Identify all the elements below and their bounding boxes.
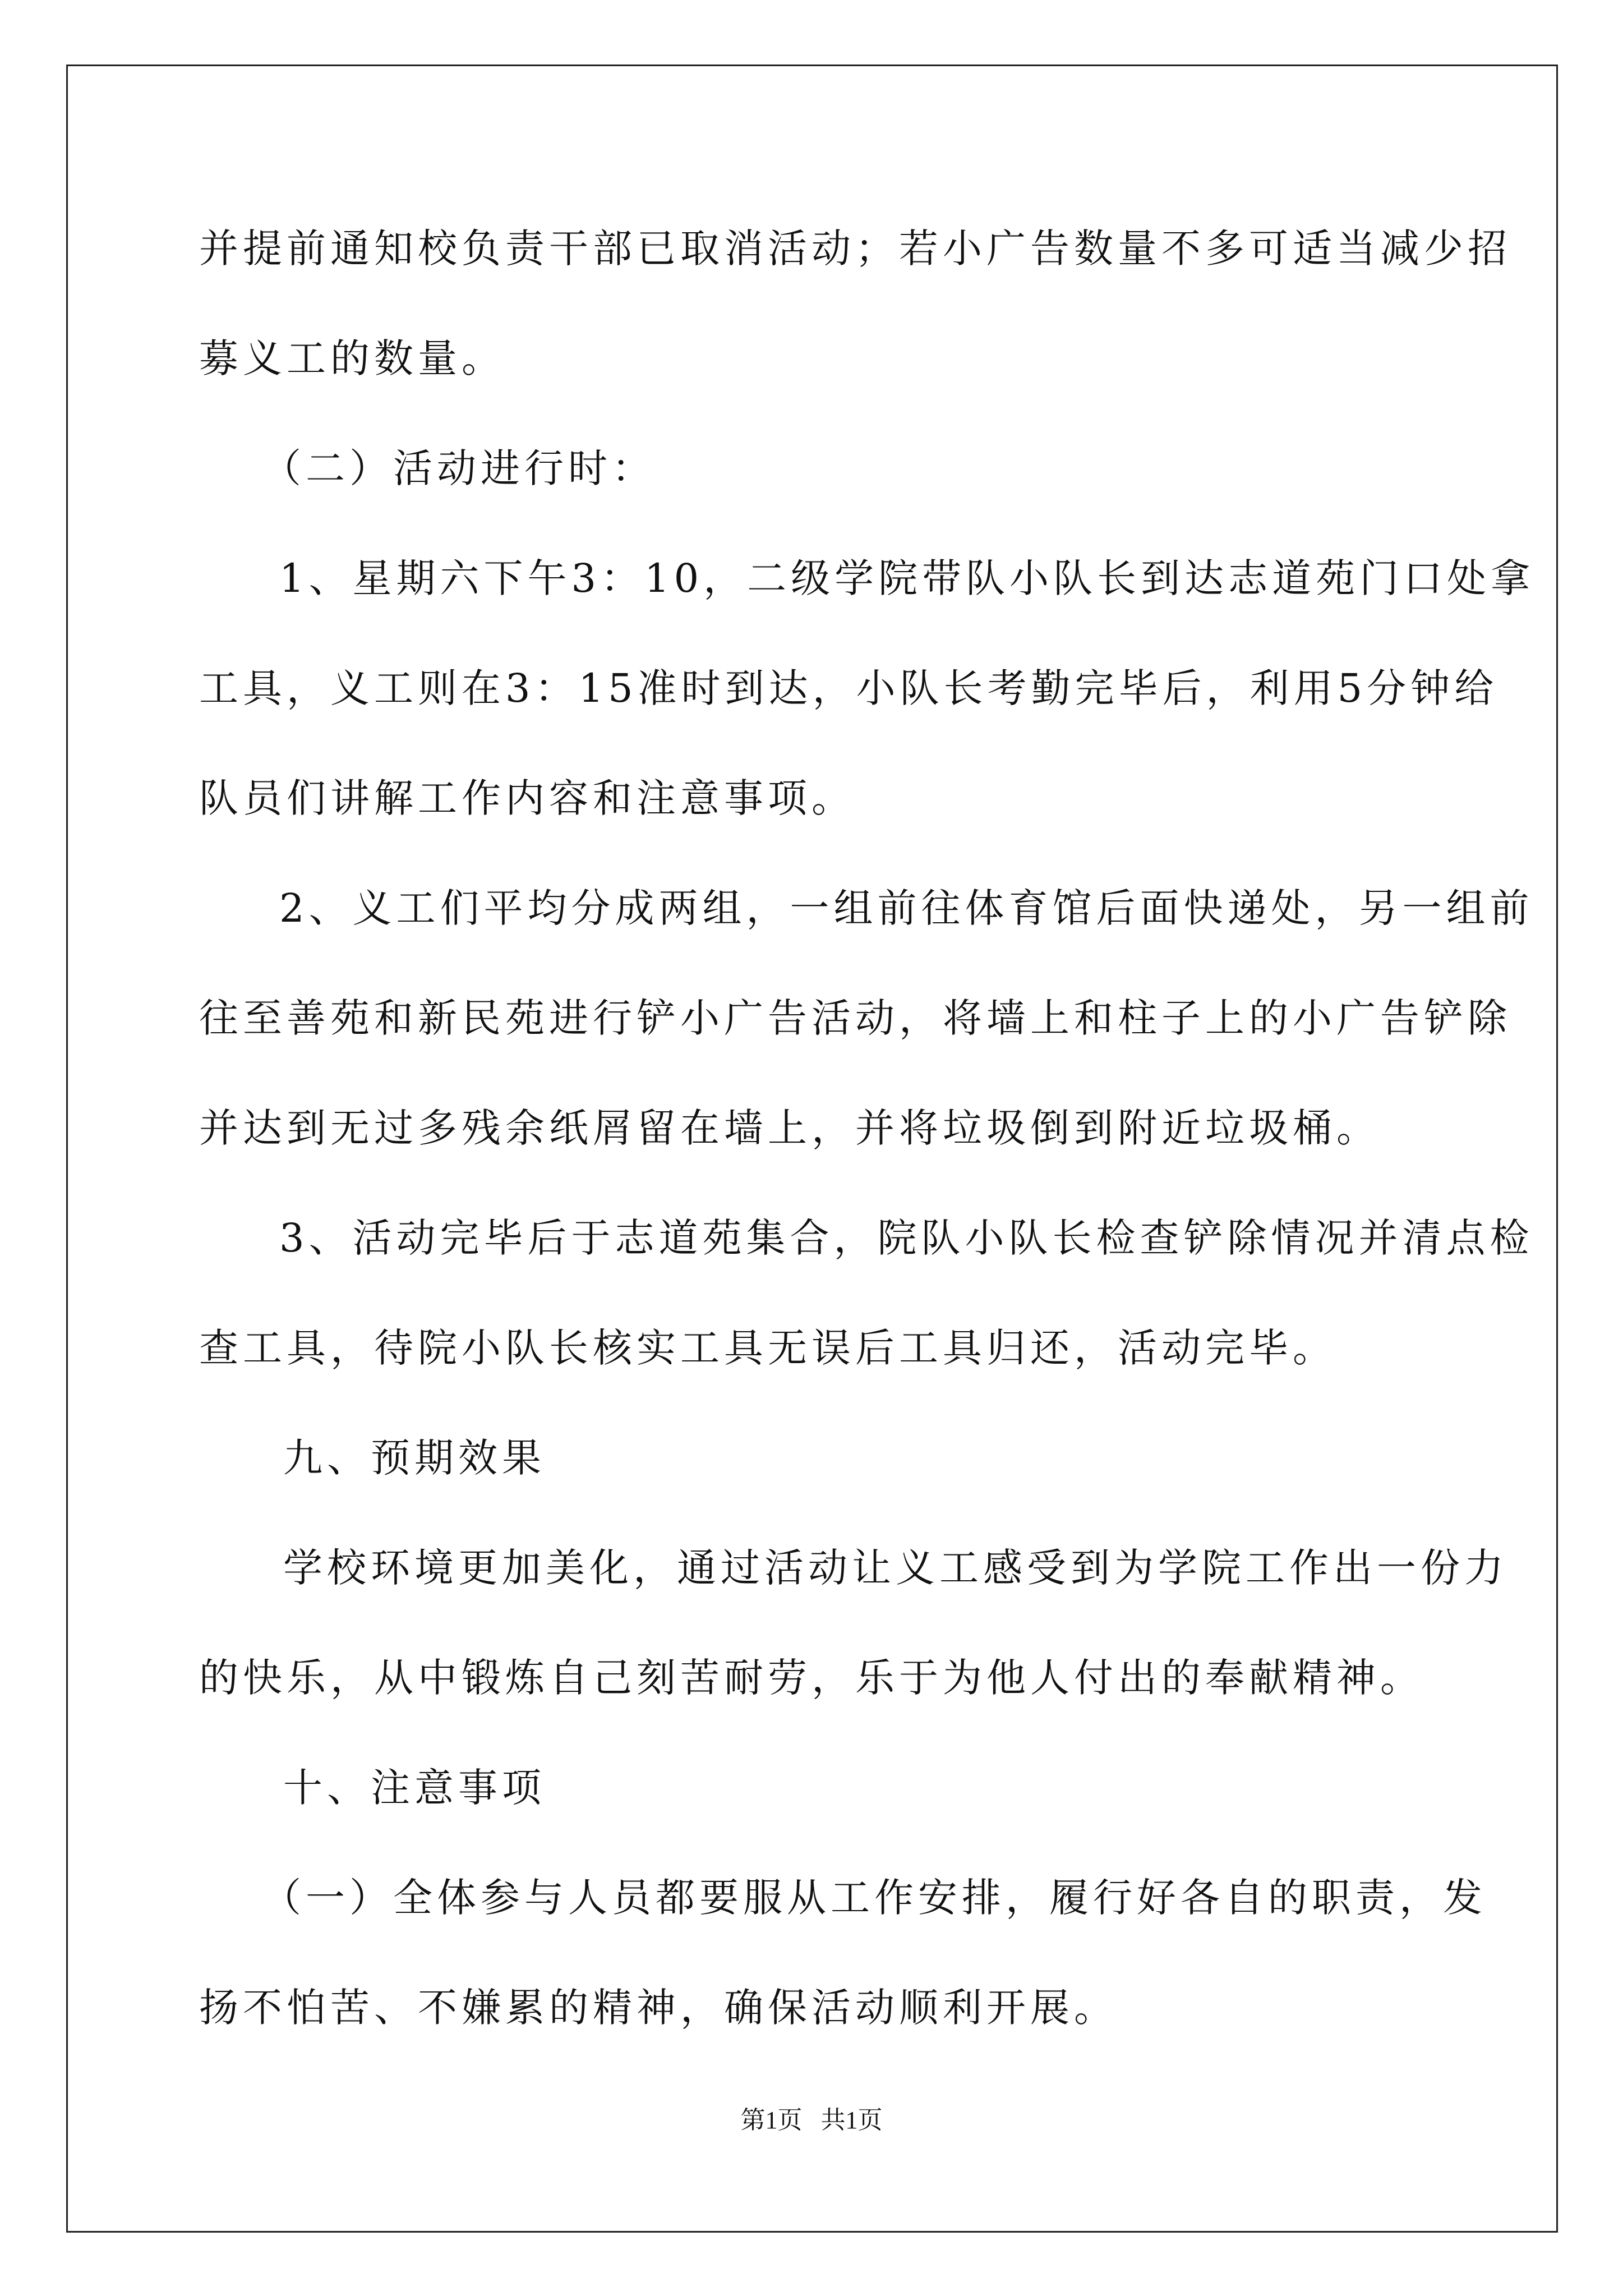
text-line: 扬不怕苦、不嫌累的精神，确保活动顺利开展。 (199, 1985, 1118, 2031)
section-heading: 九、预期效果 (283, 1435, 546, 1481)
text-line: 募义工的数量。 (199, 335, 505, 381)
text-line: 并达到无过多残余纸屑留在墙上，并将垃圾倒到附近垃圾桶。 (199, 1105, 1380, 1151)
text-line: 查工具，待院小队长核实工具无误后工具归还，活动完毕。 (199, 1325, 1336, 1371)
text-line: 2、义工们平均分成两组，一组前往体育馆后面快递处，另一组前 (279, 885, 1534, 931)
page-footer: 第1页 共1页 (740, 2106, 883, 2134)
text-line: 1、星期六下午3：10，二级学院带队小队长到达志道苑门口处拿 (279, 555, 1535, 601)
text-line: 的快乐，从中锻炼自己刻苦耐劳，乐于为他人付出的奉献精神。 (199, 1655, 1424, 1701)
text-line: 3、活动完毕后于志道苑集合，院队小队长检查铲除情况并清点检 (279, 1215, 1534, 1261)
text-line: 学校环境更加美化，通过活动让义工感受到为学院工作出一份力 (283, 1545, 1508, 1591)
text-line: 队员们讲解工作内容和注意事项。 (199, 775, 855, 821)
section-heading: （二）活动进行时： (262, 445, 656, 491)
text-line: （一）全体参与人员都要服从工作安排，履行好各自的职责，发 (262, 1875, 1487, 1921)
text-line: 往至善苑和新民苑进行铲小广告活动，将墙上和柱子上的小广告铲除 (199, 995, 1511, 1041)
text-line: 工具，义工则在3：15准时到达，小队长考勤完毕后，利用5分钟给 (199, 665, 1498, 711)
section-heading: 十、注意事项 (283, 1765, 546, 1811)
text-line: 并提前通知校负责干部已取消活动；若小广告数量不多可适当减少招 (199, 226, 1511, 272)
